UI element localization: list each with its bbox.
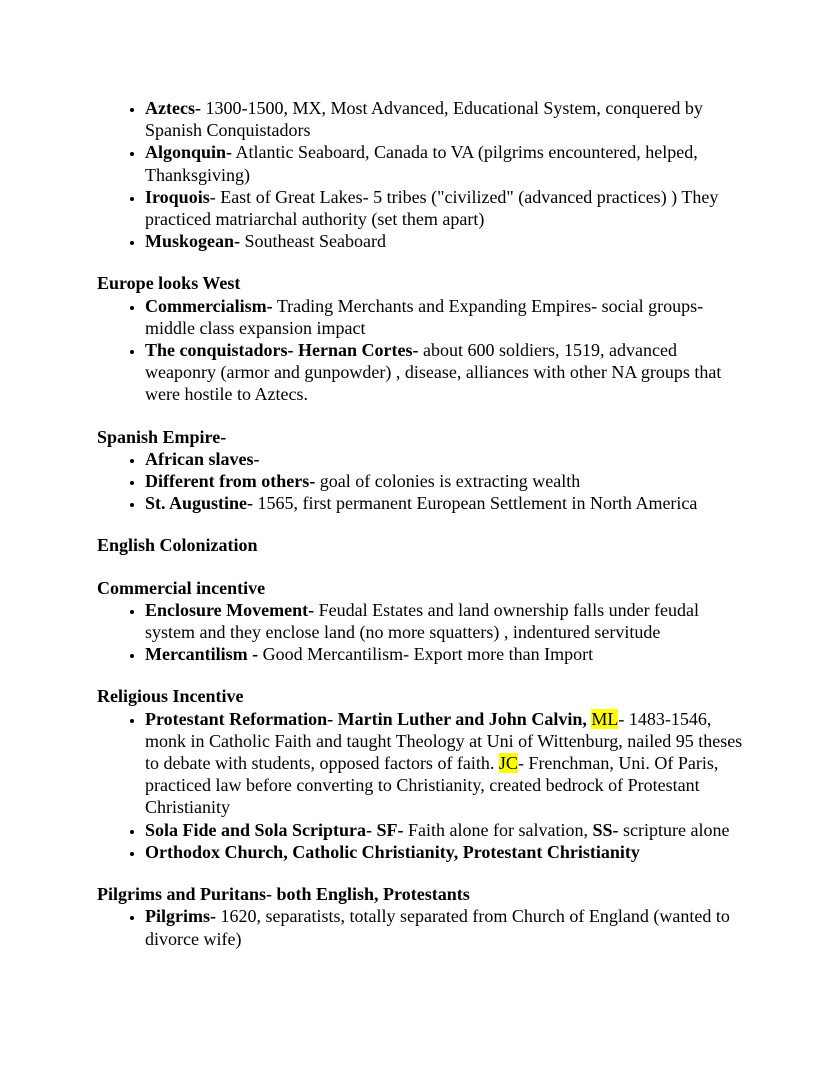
bullet-list bbox=[97, 97, 747, 252]
bullet-list bbox=[97, 448, 747, 515]
section-heading: Commercial incentive bbox=[97, 577, 266, 598]
bullet-item bbox=[145, 643, 747, 665]
text-run: 1620, separatists, totally separated from Church of England (wanted to divorce wife) bbox=[145, 906, 730, 949]
text-run: Good Mercantilism- Export more than Import bbox=[258, 644, 594, 665]
bold-text-run: Mercantilism - bbox=[145, 644, 259, 665]
bold-text-run: Commercialism- bbox=[145, 295, 273, 316]
bullet-item bbox=[145, 339, 747, 406]
bold-text-run: Iroquois bbox=[145, 186, 210, 207]
bullet-item bbox=[145, 819, 747, 841]
bold-text-run: Muskogean- bbox=[145, 231, 241, 252]
bold-text-run: Enclosure Movement- bbox=[145, 599, 315, 620]
bold-text-run: Orthodox Church, Catholic Christianity, Protestant Christianity bbox=[145, 841, 640, 862]
bullet-item bbox=[145, 97, 747, 141]
text-run: Feudal Estates and land ownership falls under feudal system and they enclose land (no more squatters) , indentured servitude bbox=[145, 599, 700, 643]
text-run: Southeast Seaboard bbox=[240, 231, 386, 252]
bullet-item bbox=[145, 905, 747, 949]
text-run: - East of Great Lakes- 5 tribes ("civilized" (advanced practices) ) They practiced matriarchal authority (set them apart) bbox=[145, 186, 719, 230]
text-run: Atlantic Seaboard, Canada to VA (pilgrims encountered, helped, Thanksgiving) bbox=[145, 142, 698, 185]
bullet-list bbox=[97, 599, 747, 666]
bold-text-run: St. Augustine- bbox=[145, 493, 254, 514]
bullet-item bbox=[145, 841, 747, 863]
section-heading: Europe looks West bbox=[97, 273, 241, 294]
bullet-item bbox=[145, 186, 747, 230]
bold-text-run: Pilgrims- bbox=[145, 906, 216, 927]
section-heading: Religious Incentive bbox=[97, 686, 244, 707]
text-run: - Frenchman, Uni. Of Paris, practiced law before converting to Christianity, created bedrock of Protestant Christianity bbox=[145, 753, 719, 818]
bold-text-run: SS- bbox=[592, 819, 619, 840]
bullet-list bbox=[97, 295, 747, 406]
text-run: - 1483-1546, monk in Catholic Faith and taught Theology at Uni of Wittenburg, nailed 95 theses to debate with students, opposed factors of faith. bbox=[145, 708, 743, 774]
text-run: 1565, first permanent European Settlement in North America bbox=[253, 493, 698, 514]
highlighted-text: JC bbox=[498, 753, 518, 774]
bold-text-run: African slaves- bbox=[145, 448, 260, 469]
text-run: about 600 soldiers, 1519, advanced weaponry (armor and gunpowder) , disease, alliances with other NA groups that were hostile to Aztecs. bbox=[145, 340, 722, 405]
bold-text-run: Aztecs- bbox=[145, 98, 201, 118]
bold-text-run: Sola Fide and Sola Scriptura- SF- bbox=[145, 819, 404, 840]
bullet-item bbox=[145, 448, 747, 470]
bold-text-run: The conquistadors- Hernan Cortes- bbox=[145, 340, 419, 361]
bold-text-run: Different from others- bbox=[145, 471, 316, 492]
bold-text-run: Algonquin- bbox=[145, 142, 233, 163]
bullet-item bbox=[145, 470, 747, 492]
section-heading: English Colonization bbox=[97, 535, 258, 556]
text-run: Trading Merchants and Expanding Empires- social groups- middle class expansion impact bbox=[145, 295, 704, 338]
text-run: goal of colonies is extracting wealth bbox=[315, 471, 581, 492]
bold-text-run: Protestant Reformation- Martin Luther and John Calvin, bbox=[145, 708, 592, 729]
bullet-item bbox=[145, 230, 747, 252]
text-run: scripture alone bbox=[618, 819, 730, 840]
text-run: 1300-1500, MX, Most Advanced, Educational System, conquered by Spanish Conquistadors bbox=[145, 98, 703, 141]
section-heading: Spanish Empire- bbox=[97, 426, 227, 447]
bullet-item bbox=[145, 295, 747, 339]
bullet-list bbox=[97, 708, 747, 863]
bullet-list bbox=[97, 905, 747, 949]
bullet-item bbox=[145, 599, 747, 643]
bullet-item bbox=[145, 708, 747, 819]
bullet-item bbox=[145, 492, 747, 514]
highlighted-text: ML bbox=[591, 708, 619, 729]
text-run: Faith alone for salvation, bbox=[403, 819, 593, 840]
section-heading: Pilgrims and Puritans- both English, Protestants bbox=[97, 884, 470, 905]
bullet-item bbox=[145, 141, 747, 185]
